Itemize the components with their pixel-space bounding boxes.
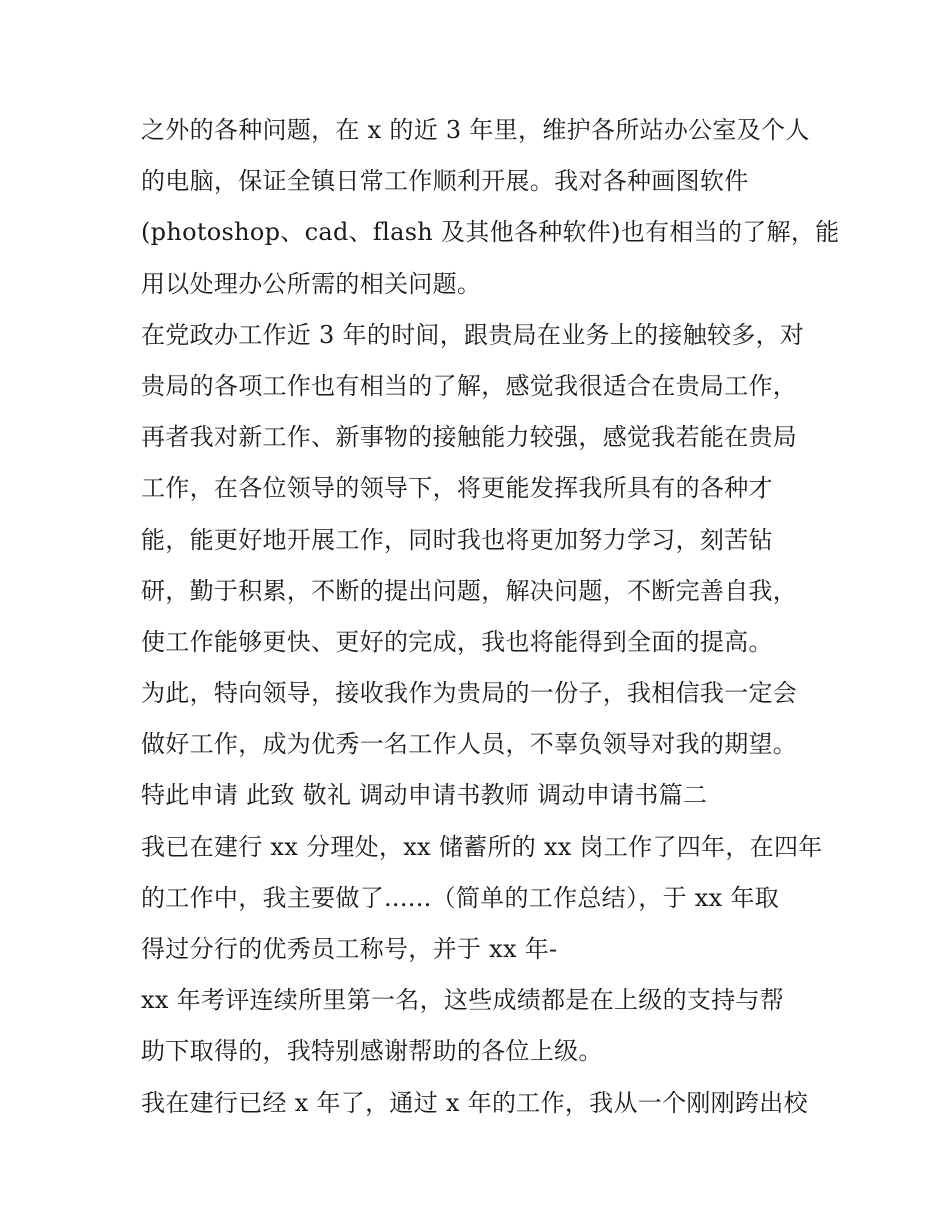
text-line: 研，勤于积累，不断的提出问题，解决问题，不断完善自我， [141,576,798,605]
text-line: 工作，在各位领导的领导下，将更能发挥我所具有的各种才 [141,474,773,503]
text-line: 的工作中，我主要做了......（简单的工作总结），于 xx 年取 [141,883,779,912]
text-line: 在党政办工作近 3 年的时间，跟贵局在业务上的接触较多，对 [141,320,805,349]
text-line: 再者我对新工作、新事物的接触能力较强，感觉我若能在贵局 [141,423,798,452]
text-line: 我在建行已经 x 年了，通过 x 年的工作，我从一个刚刚跨出校 [141,1088,808,1117]
text-line: 的电脑，保证全镇日常工作顺利开展。我对各种画图软件 [141,167,749,196]
text-line: 特此申请 此致 敬礼 调动申请书教师 调动申请书篇二 [141,781,708,810]
text-line: (photoshop、cad、flash 及其他各种软件)也有相当的了解，能 [141,218,840,247]
text-line: 我已在建行 xx 分理处，xx 储蓄所的 xx 岗工作了四年，在四年 [141,832,823,861]
document-body [141,105,840,1129]
text-line: 使工作能够更快、更好的完成，我也将能得到全面的提高。 [141,627,773,656]
text-line: 贵局的各项工作也有相当的了解，感觉我很适合在贵局工作， [141,371,798,400]
text-line: 为此，特向领导，接收我作为贵局的一份子，我相信我一定会 [141,679,798,708]
text-line: 做好工作，成为优秀一名工作人员，不辜负领导对我的期望。 [141,730,798,759]
text-line: 助下取得的，我特别感谢帮助的各位上级。 [141,1037,603,1066]
text-line: xx 年考评连续所里第一名，这些成绩都是在上级的支持与帮 [141,986,785,1015]
text-line: 能，能更好地开展工作，同时我也将更加努力学习，刻苦钻 [141,525,773,554]
text-line: 得过分行的优秀员工称号，并于 xx 年- [141,935,558,963]
text-line: 用以处理办公所需的相关问题。 [141,269,482,298]
text-line: 之外的各种问题，在 x 的近 3 年里，维护各所站办公室及个人 [141,116,810,144]
